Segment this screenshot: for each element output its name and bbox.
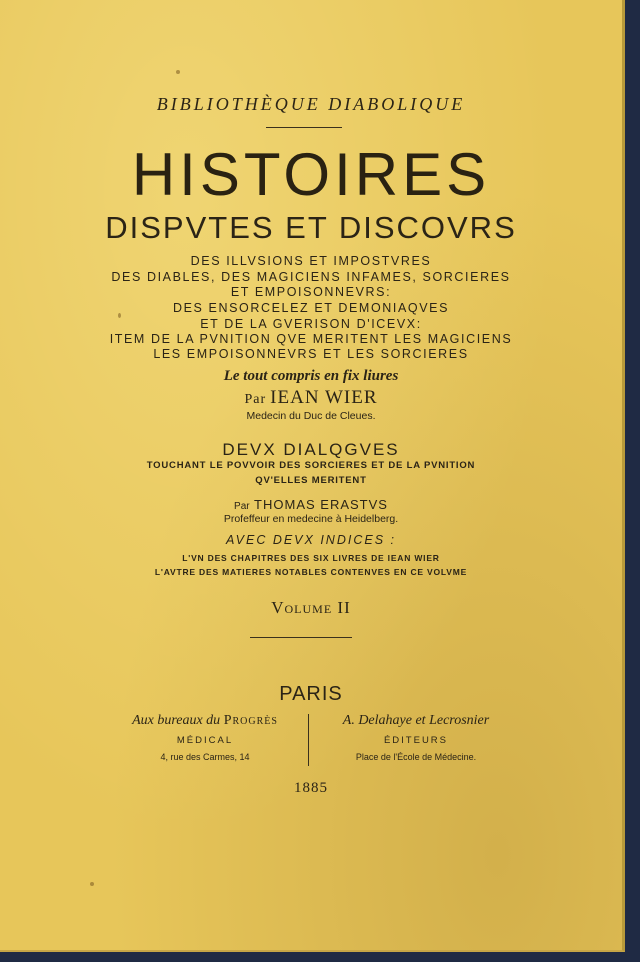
left-publisher (95, 713, 315, 762)
right-publisher-line2: ÉDITEURS (383, 735, 449, 746)
publisher-divider (308, 714, 309, 766)
books-note: Le tout compris en fix liures (223, 368, 399, 384)
second-author-line (0, 496, 622, 514)
author-by: Par (244, 392, 267, 407)
indices-title: AVEC DEVX INDICES : (226, 533, 396, 547)
description-line: ITEM DE LA PVNITION QVE MERITENT LES MAGICIENS (109, 332, 513, 346)
volume-label: Volume II (271, 598, 351, 617)
author-line (0, 387, 622, 409)
right-publisher-address: Place de l'École de Médecine. (355, 752, 477, 762)
publication-year: 1885 (294, 780, 328, 796)
left-publisher-address: 4, rue des Carmes, 14 (160, 752, 250, 762)
left-publisher-sc: Progrès (223, 713, 278, 728)
author-role: Medecin du Duc de Cleues. (246, 410, 376, 422)
right-publisher (316, 713, 516, 762)
description-line: LES EMPOISONNEVRS ET LES SORCIERES (153, 347, 469, 361)
description-line: ET DE LA GVERISON D'ICEVX: (200, 317, 422, 331)
indices-line: L'AVTRE DES MATIERES NOTABLES CONTENVES EN CE VOLVME (154, 567, 468, 577)
right-publisher-name: A. Delahaye et Lecrosnier (342, 713, 490, 728)
stain-spot (90, 882, 94, 886)
rule-divider (250, 637, 352, 638)
author-name: IEAN WIER (270, 387, 378, 408)
description-line: ET EMPOISONNEVRS: (230, 285, 392, 299)
indices-line: L'VN DES CHAPITRES DES SIX LIVRES DE IEAN WIER (182, 553, 440, 563)
left-publisher-italic: Aux bureaux du (132, 713, 221, 728)
dialogues-title: DEVX DIALQGVES (222, 440, 400, 459)
description-line: DES ILLVSIONS ET IMPOSTVRES (190, 254, 432, 268)
dialogues-line: QV'ELLES MERITENT (255, 475, 367, 486)
stain-spot (176, 70, 180, 74)
rule-divider (266, 127, 342, 128)
second-author-by: Par (234, 501, 250, 512)
second-author-role: Profeffeur en medecine à Heidelberg. (223, 513, 399, 525)
series-title: BIBLIOTHÈQUE DIABOLIQUE (156, 94, 466, 114)
dialogues-line: TOUCHANT LE POVVOIR DES SORCIERES ET DE LA PVNITION (146, 460, 476, 471)
city: PARIS (279, 683, 343, 705)
left-publisher-line2: MÉDICAL (176, 735, 234, 746)
second-author-name: THOMAS ERASTVS (254, 497, 388, 512)
book-subtitle: DISPVTES ET DISCOVRS (105, 210, 517, 245)
description-line: DES ENSORCELEZ ET DEMONIAQVES (172, 301, 450, 315)
description-line: DES DIABLES, DES MAGICIENS INFAMES, SORCIERES (111, 270, 511, 284)
book-title: HISTOIRES (131, 141, 491, 208)
